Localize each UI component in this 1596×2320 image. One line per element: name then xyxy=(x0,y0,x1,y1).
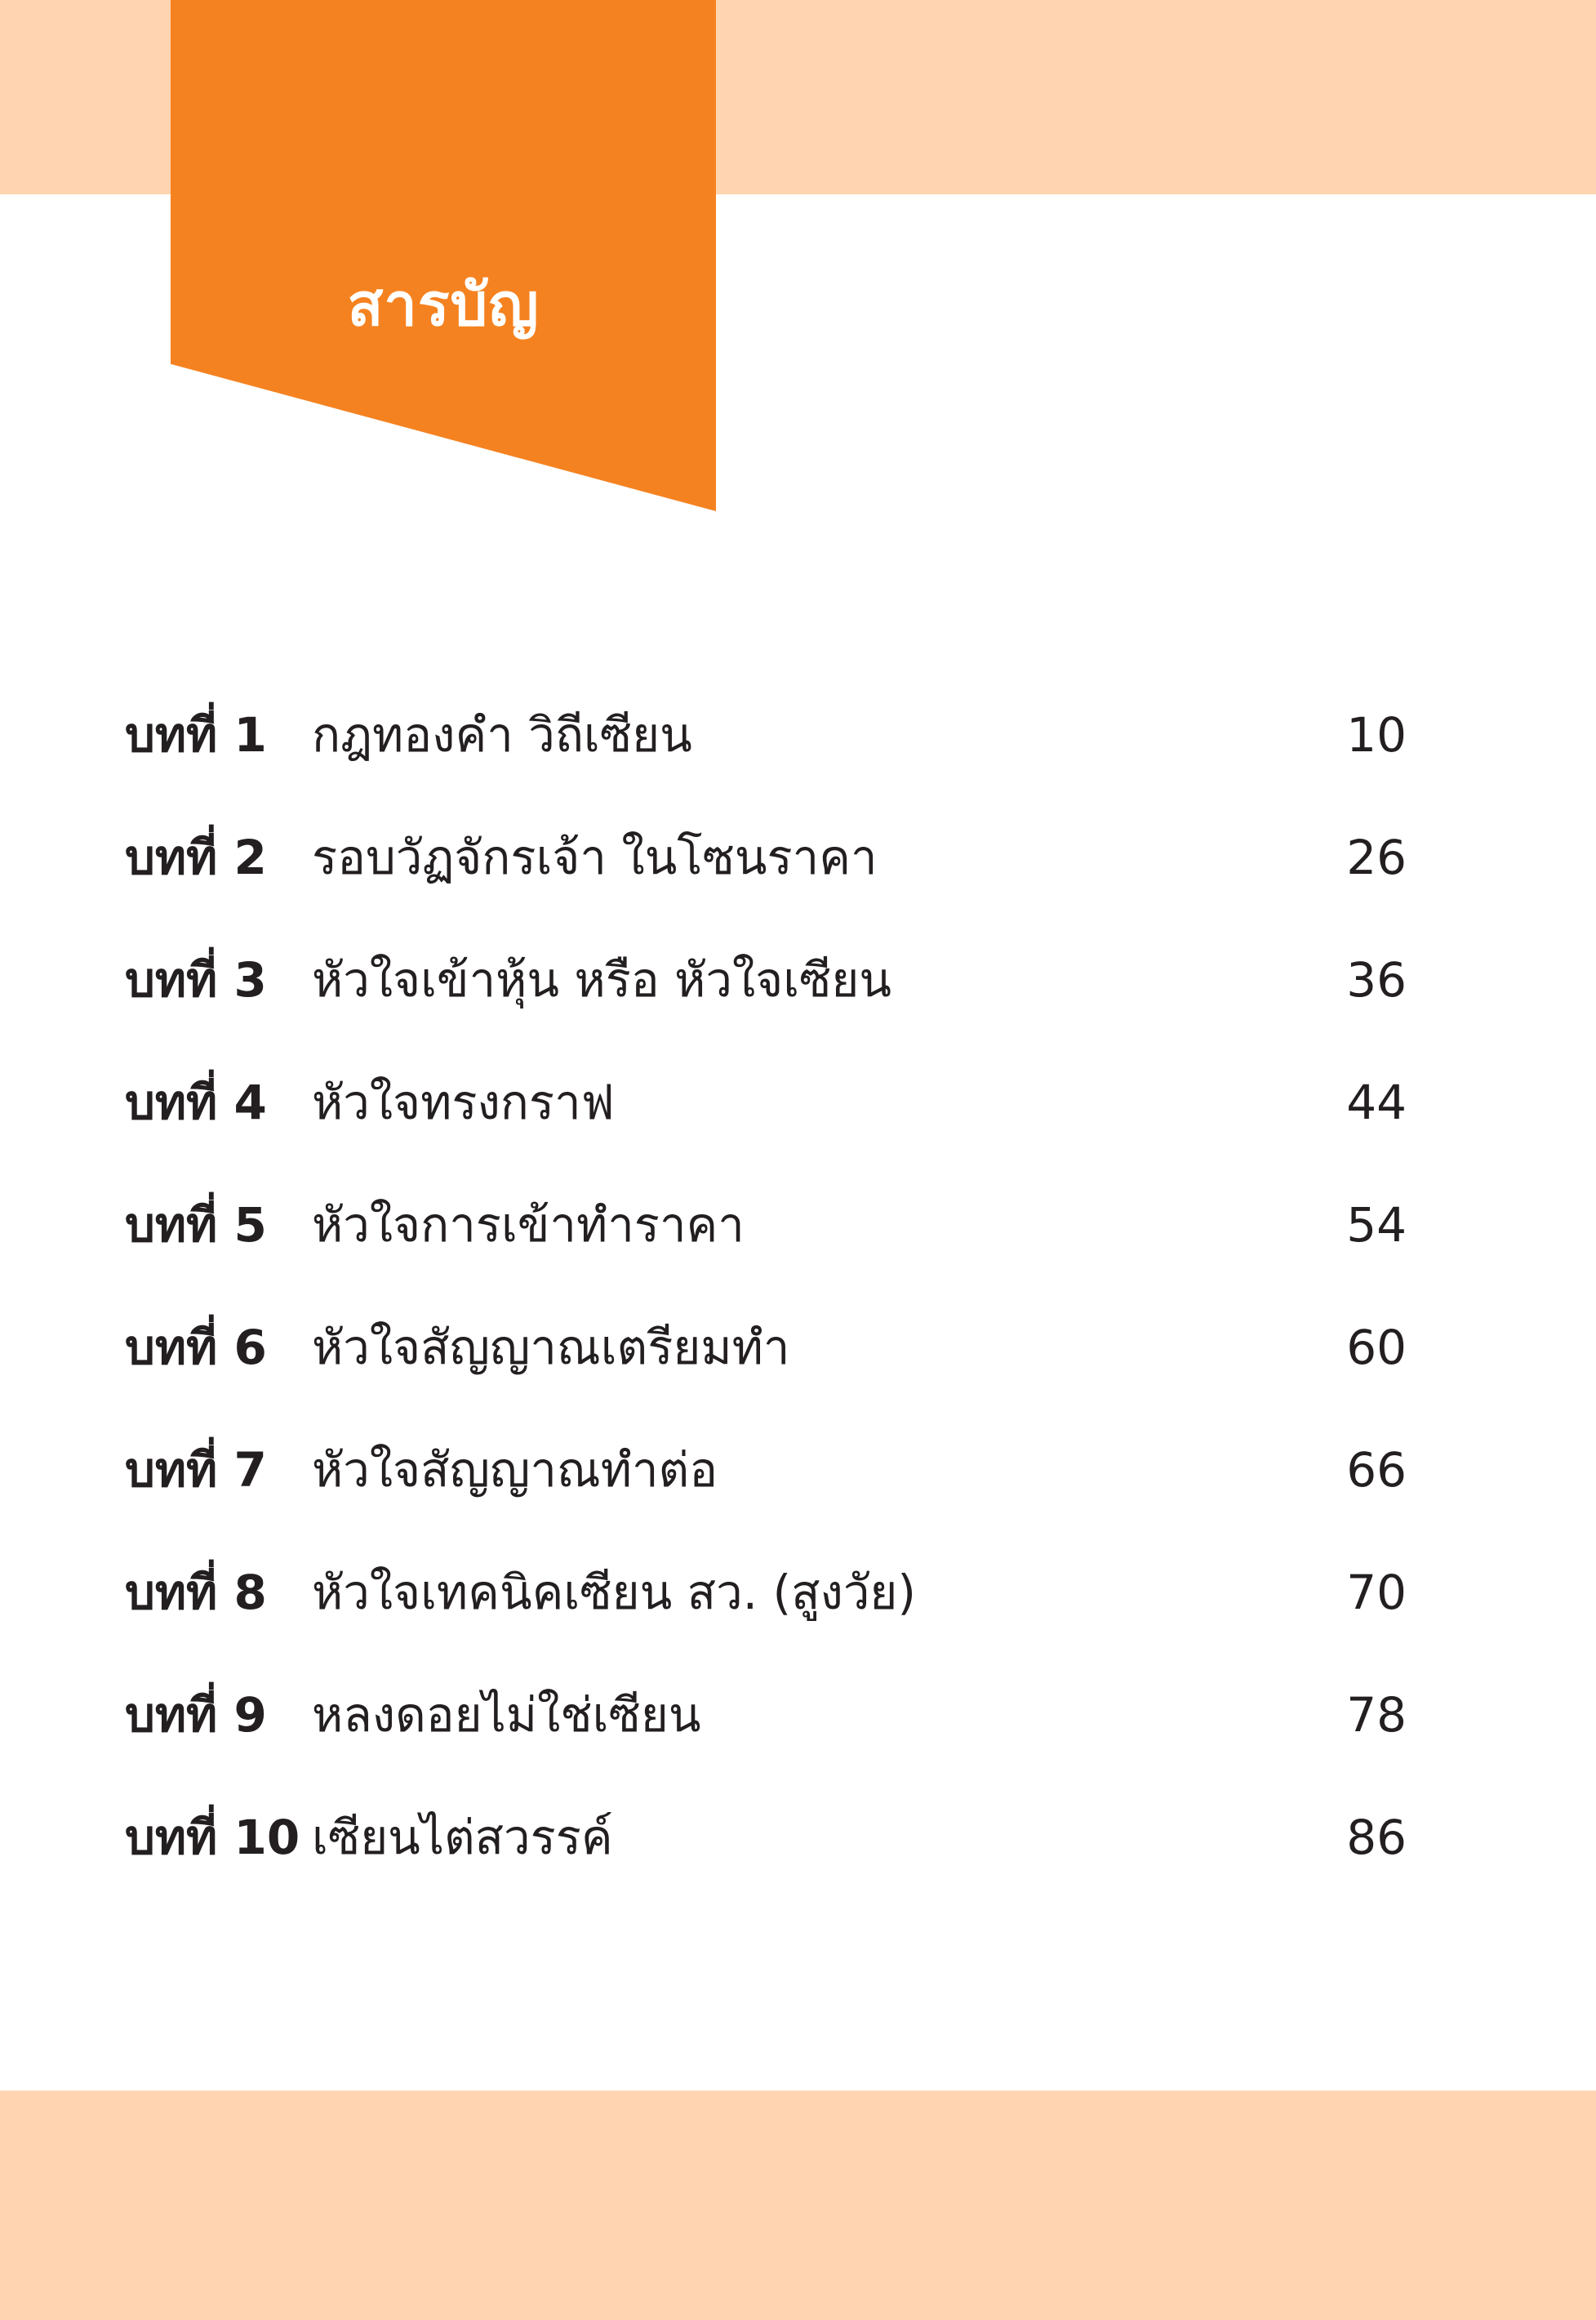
chapter-title: หัวใจสัญญาณทำต่อ xyxy=(312,1442,718,1498)
page-number: 60 xyxy=(1346,1320,1407,1375)
toc-entry-6[interactable] xyxy=(125,1307,1407,1429)
chapter-label: บทที่ 5 xyxy=(125,1197,267,1253)
chapter-title: กฎทองคำ วิถีเซียน xyxy=(312,707,692,763)
chapter-title: หัวใจการเข้าทำราคา xyxy=(312,1197,745,1253)
page-number: 26 xyxy=(1346,830,1407,885)
toc-entry-1[interactable] xyxy=(125,694,1407,817)
toc-entry-9[interactable] xyxy=(125,1674,1407,1797)
chapter-label: บทที่ 9 xyxy=(125,1687,267,1743)
page-number: 70 xyxy=(1346,1565,1407,1620)
toc-entry-7[interactable] xyxy=(125,1429,1407,1552)
chapter-title: หัวใจเข้าหุ้น หรือ หัวใจเซียน xyxy=(312,952,892,1008)
page-title: สารบัญ xyxy=(347,270,540,339)
page-number: 86 xyxy=(1346,1810,1407,1865)
chapter-label: บทที่ 1 xyxy=(125,707,267,763)
chapter-title: หัวใจเทคนิคเซียน สว. (สูงวัย) xyxy=(312,1565,917,1620)
chapter-title: หัวใจทรงกราฟ xyxy=(312,1075,615,1130)
toc-entry-4[interactable] xyxy=(125,1062,1407,1184)
toc-entry-10[interactable] xyxy=(125,1797,1407,1919)
toc-entry-5[interactable] xyxy=(125,1184,1407,1307)
chapter-label: บทที่ 10 xyxy=(125,1810,300,1865)
page-number: 54 xyxy=(1346,1197,1407,1253)
chapter-title: รอบวัฏจักรเจ้า ในโซนราคา xyxy=(312,830,878,885)
chapter-title: หลงดอยไม่ใช่เซียน xyxy=(312,1687,701,1743)
chapter-title: เซียนไต่สวรรค์ xyxy=(312,1810,613,1865)
page-number: 36 xyxy=(1346,952,1407,1008)
chapter-label: บทที่ 3 xyxy=(125,952,267,1008)
chapter-label: บทที่ 6 xyxy=(125,1320,267,1375)
chapter-label: บทที่ 4 xyxy=(125,1075,267,1130)
chapter-label: บทที่ 7 xyxy=(125,1442,267,1498)
chapter-label: บทที่ 8 xyxy=(125,1565,267,1620)
chapter-title: หัวใจสัญญาณเตรียมทำ xyxy=(312,1320,790,1375)
toc-entry-3[interactable] xyxy=(125,939,1407,1062)
bottom-band xyxy=(0,2091,1596,2320)
page-number: 44 xyxy=(1346,1075,1407,1130)
page-number: 78 xyxy=(1346,1687,1407,1743)
toc-entry-8[interactable] xyxy=(125,1552,1407,1674)
title-tab xyxy=(171,0,716,511)
page-number: 66 xyxy=(1346,1442,1407,1498)
toc-entry-2[interactable] xyxy=(125,817,1407,939)
table-of-contents xyxy=(125,694,1407,1919)
chapter-label: บทที่ 2 xyxy=(125,830,267,885)
page-number: 10 xyxy=(1346,707,1407,763)
